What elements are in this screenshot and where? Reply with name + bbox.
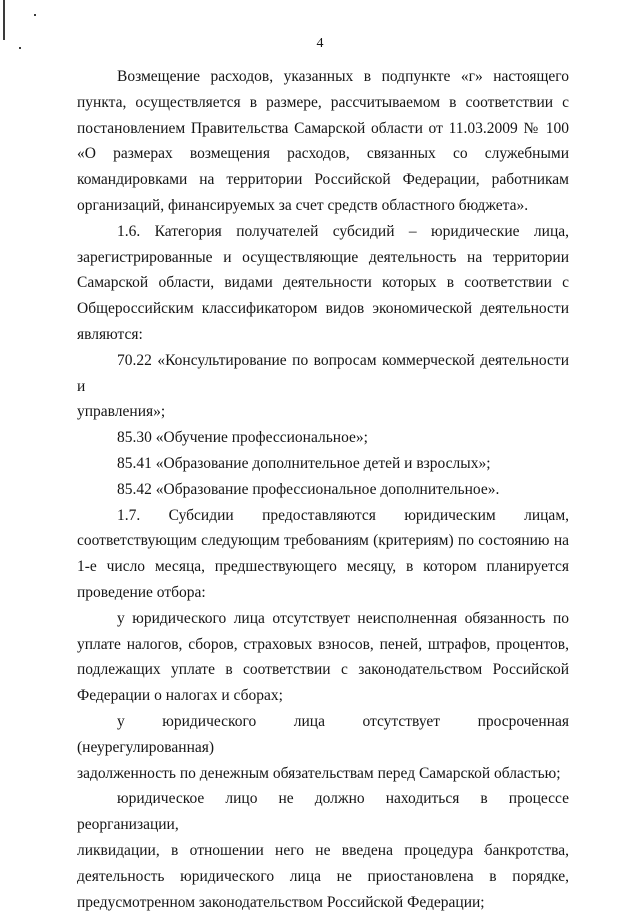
text-line: пункта, осуществляется в размере, рассчитываемом в соответствии с [77, 90, 569, 116]
text-line: Общероссийским классификатором видов экономической деятельности [77, 296, 569, 322]
text-line: предусмотренном законодательством Российской Федерации; [77, 890, 569, 915]
text-line: являются: [77, 322, 569, 348]
text-line: соответствующим следующим требованиям (критериям) по состоянию на [77, 528, 569, 554]
text-line: постановлением Правительства Самарской области от 11.03.2009 № 100 [77, 116, 569, 142]
document-body [77, 64, 569, 915]
scan-mark-left [3, 0, 5, 40]
scan-dot [34, 14, 36, 16]
text-line: Возмещение расходов, указанных в подпункте «г» настоящего [77, 64, 569, 90]
text-line: организаций, финансируемых за счет средств областного бюджета». [77, 193, 569, 219]
text-line: деятельность юридического лица не приостановлена в порядке, [77, 864, 569, 890]
text-line: командировками на территории Российской Федерации, работникам [77, 167, 569, 193]
text-line: 85.41 «Образование дополнительное детей и взрослых»; [77, 451, 569, 477]
page-number: 4 [0, 36, 640, 52]
text-line: Федерации о налогах и сборах; [77, 683, 569, 709]
text-line: управления»; [77, 399, 569, 425]
text-line: 1-е число месяца, предшествующего месяцу, в котором планируется [77, 554, 569, 580]
text-line: 85.42 «Образование профессиональное дополнительное». [77, 477, 569, 503]
text-line: 70.22 «Консультирование по вопросам коммерческой деятельности и [77, 348, 569, 400]
text-line: 1.6. Категория получателей субсидий – юридические лица, [77, 219, 569, 245]
text-line: у юридического лица отсутствует неисполненная обязанность по [77, 606, 569, 632]
text-line: юридическое лицо не должно находиться в процессе реорганизации, [77, 786, 569, 838]
text-line: 1.7. Субсидии предоставляются юридическим лицам, [77, 503, 569, 529]
text-line: Самарской области, видами деятельности которых в соответствии с [77, 270, 569, 296]
text-line: ликвидации, в отношении него не введена процедура банкротства, [77, 838, 569, 864]
text-line: проведение отбора: [77, 580, 569, 606]
text-line: уплате налогов, сборов, страховых взносов, пеней, штрафов, процентов, [77, 632, 569, 658]
text-line: у юридического лица отсутствует просроченная (неурегулированная) [77, 709, 569, 761]
text-line: «О размерах возмещения расходов, связанных со служебными [77, 141, 569, 167]
text-line: подлежащих уплате в соответствии с законодательством Российской [77, 657, 569, 683]
text-line: 85.30 «Обучение профессиональное»; [77, 425, 569, 451]
text-line: задолженность по денежным обязательствам перед Самарской областью; [77, 761, 569, 787]
text-line: зарегистрированные и осуществляющие деятельность на территории [77, 245, 569, 271]
